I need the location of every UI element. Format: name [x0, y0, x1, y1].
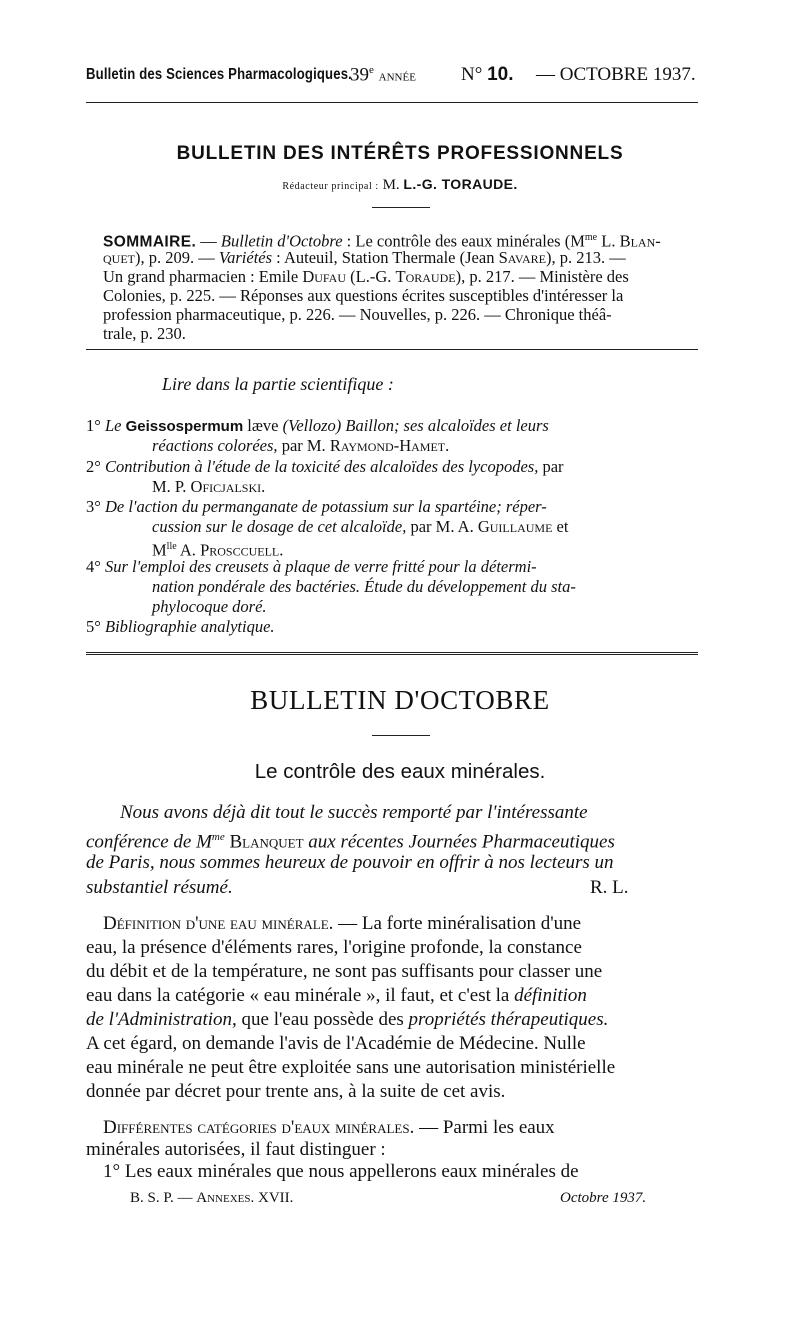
- article-subtitle: Le contrôle des eaux minérales.: [254, 760, 546, 783]
- title-short-rule: [372, 735, 430, 736]
- sommaire-label: SOMMAIRE.: [103, 233, 197, 251]
- sommaire-line-3: Un grand pharmacien : Emile Dufau (L.-G. Toraude), p. 217. — Ministère des: [103, 267, 629, 286]
- scientific-item-1: 1° Le Geissospermum læve (Vellozo) Baillon; ses alcaloïdes et leurs: [86, 416, 549, 435]
- scientific-item-1-cont: réactions colorées, par M. Raymond-Hamet.: [152, 436, 450, 455]
- sommaire-line-5: profession pharmaceutique, p. 226. — Nouvelles, p. 226. — Chronique théâ-: [103, 305, 612, 324]
- page-footer-right: Octobre 1937.: [560, 1190, 647, 1206]
- scientific-item-2-cont: M. P. Oficjalski.: [152, 477, 266, 496]
- sommaire-line-1: SOMMAIRE. — Bulletin d'Octobre : Le contrôle des eaux minérales ($M^{me}$ L. Blan-: [103, 231, 661, 251]
- p2-line-3: 1° Les eaux minérales que nous appellerons eaux minérales de: [103, 1161, 579, 1182]
- p1-line-2: eau, la présence d'éléments rares, l'origine profonde, la constance: [86, 937, 582, 958]
- scientific-item-4-cont2: phylocoque doré.: [152, 597, 267, 616]
- scientific-item-4-cont: nation pondérale des bactéries. Étude du développement du sta-: [152, 577, 576, 596]
- sommaire-rule: [86, 349, 698, 350]
- p2-line-1: Différentes catégories d'eaux minérales. — Parmi les eaux: [103, 1117, 555, 1138]
- journal-name: Bulletin des Sciences Pharmacologiques.: [86, 66, 352, 83]
- scientific-item-4: 4° Sur l'emploi des creusets à plaque de verre fritté pour la détermi-: [86, 557, 537, 576]
- section-double-rule: [86, 652, 698, 655]
- volume-year: 39e année: [350, 64, 416, 86]
- intro-line-3: de Paris, nous sommes heureux de pouvoir en offrir à nos lecteurs un: [86, 852, 614, 873]
- intro-signature: R. L.: [590, 877, 629, 898]
- scientific-item-5: 5° Bibliographie analytique.: [86, 617, 275, 636]
- intro-line-2: conférence de $M^{me}$ Blanquet aux récentes Journées Pharmaceutiques: [86, 831, 615, 853]
- p1-line-6: A cet égard, on demande l'avis de l'Académie de Médecine. Nulle: [86, 1033, 586, 1054]
- scientific-item-3-cont: cussion sur le dosage de cet alcaloïde, par M. A. Guillaume et: [152, 517, 569, 536]
- short-rule: [372, 207, 430, 208]
- sommaire-line-2: quet), p. 209. — Variétés : Auteuil, Station Thermale (Jean Savare), p. 213. —: [103, 248, 626, 267]
- p2-line-2: minérales autorisées, il faut distinguer :: [86, 1139, 386, 1160]
- issue-number: N° 10.: [461, 64, 514, 85]
- scientific-item-3-cont2: $M^{lle}$ A. Prosccuell.: [152, 540, 284, 560]
- running-header: [86, 62, 698, 92]
- issue-date: — OCTOBRE 1937.: [536, 64, 696, 85]
- sommaire-line-6: trale, p. 230.: [103, 324, 186, 343]
- scientific-part-heading: Lire dans la partie scientifique :: [162, 374, 394, 394]
- p1-line-5: de l'Administration, que l'eau possède des propriétés thérapeutiques.: [86, 1009, 609, 1030]
- page-footer-left: B. S. P. — Annexes. XVII.: [130, 1190, 294, 1206]
- redacteur-line: Rédacteur principal : M. L.-G. TORAUDE.: [282, 176, 518, 193]
- sommaire-line-4: Colonies, p. 225. — Réponses aux questions écrites susceptibles d'intéresser la: [103, 286, 624, 305]
- intro-line-4: substantiel résumé.: [86, 877, 233, 898]
- p1-line-3: du débit et de la température, ne sont pas suffisants pour classer une: [86, 961, 603, 982]
- scientific-item-2: 2° Contribution à l'étude de la toxicité des alcaloïdes des lycopodes, par: [86, 457, 564, 476]
- p1-line-4: eau dans la catégorie « eau minérale », il faut, et c'est la définition: [86, 985, 587, 1006]
- p1-line-1: Définition d'une eau minérale. — La forte minéralisation d'une: [103, 913, 582, 934]
- intro-line-1: Nous avons déjà dit tout le succès remporté par l'intéressante: [120, 802, 588, 823]
- article-section-title: BULLETIN D'OCTOBRE: [250, 685, 550, 715]
- p1-line-7: eau minérale ne peut être exploitée sans une autorisation ministérielle: [86, 1057, 616, 1078]
- header-rule: [86, 102, 698, 103]
- bulletin-title: BULLETIN DES INTÉRÊTS PROFESSIONNELS: [176, 143, 624, 164]
- p1-line-8: donnée par décret pour trente ans, à la suite de cet avis.: [86, 1081, 506, 1102]
- scientific-item-3: 3° De l'action du permanganate de potassium sur la spartéine; réper-: [86, 497, 547, 516]
